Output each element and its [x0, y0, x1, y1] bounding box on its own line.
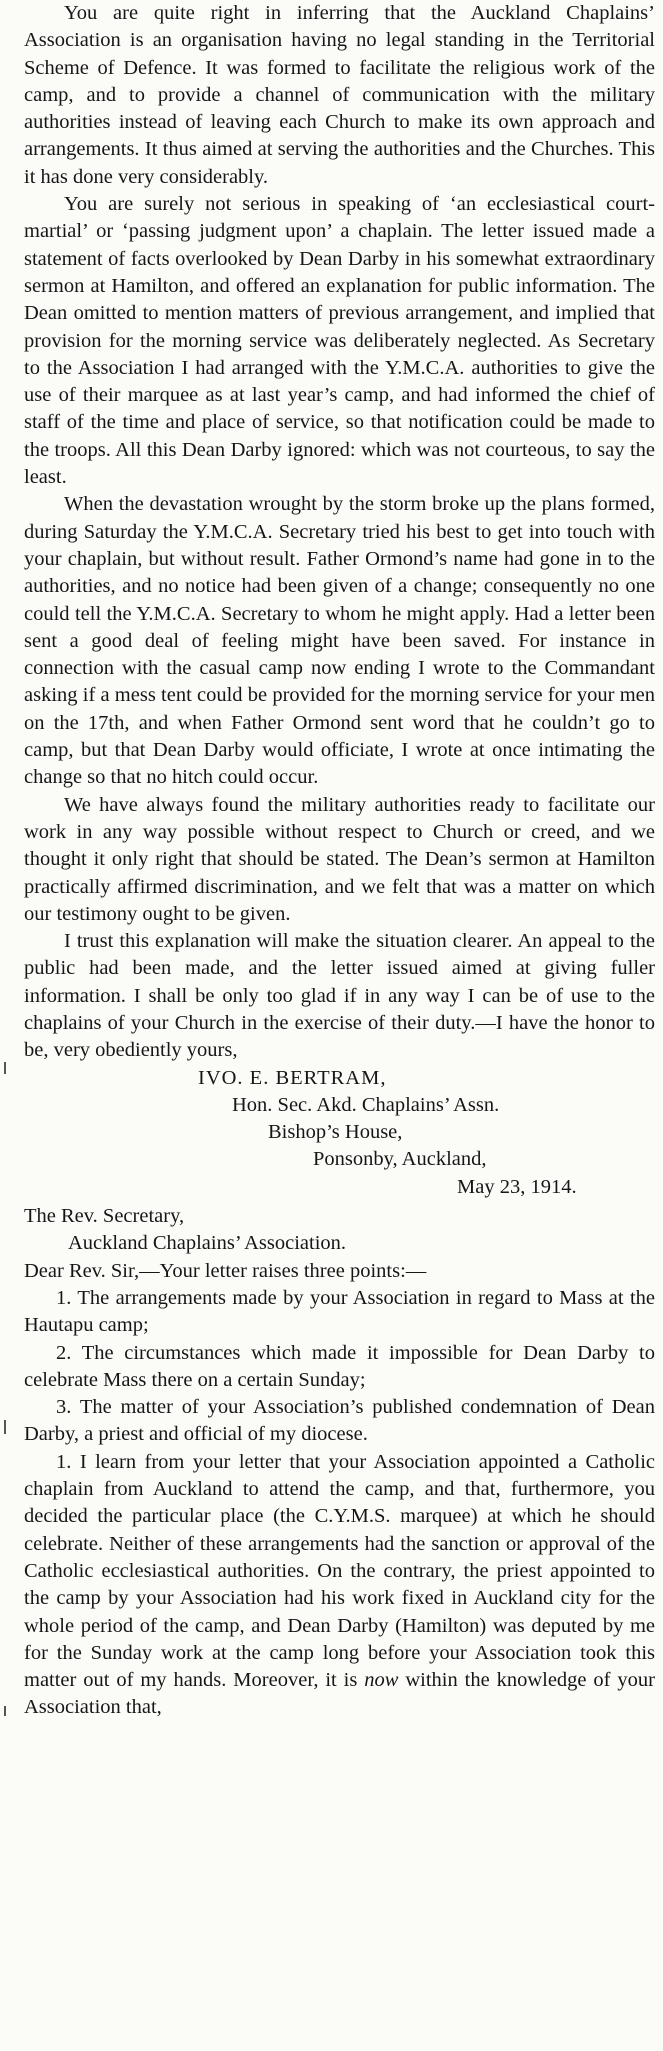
signature-name: IVO. E. BERTRAM,: [198, 1066, 387, 1089]
address-line: Bishop’s House,: [268, 1121, 403, 1144]
point-item: 1. The arrangements made by your Association in regard to Mass at the Hautapu camp;: [24, 1286, 655, 1337]
salutation: Dear Rev. Sir,—Your letter raises three points:—: [24, 1259, 427, 1282]
margin-mark: [4, 1420, 6, 1434]
margin-mark: [4, 1706, 6, 1716]
address-line: Ponsonby, Auckland,: [313, 1148, 487, 1171]
point-item: 3. The matter of your Association’s published condemnation of Dean Darby, a priest and official of my diocese.: [24, 1396, 655, 1446]
body-text: 1. I learn from your letter that your Association appointed a Catholic chaplain from Auckland to attend the camp, and that, furthermore, you decided the particular place (the C.Y.M.S. marquee) at which he should celebrate. Neither of these arrangements had the sanction or approval of the Catholic ecclesiastical authorities. On the contrary, the priest appointed to the camp by your Association had his work fixed in Auckland city for the whole period of the camp, and Dean Darby (Hamilton) was deputed by me for the Sunday work at the camp long before your Association took this matter out of my hands. Moreover, it is: [24, 1450, 655, 1692]
body-text: within the knowledge of your Association that,: [24, 1669, 655, 1719]
signature-title: Hon. Sec. Akd. Chaplains’ Assn.: [232, 1093, 500, 1116]
recipient-line: The Rev. Secretary,: [24, 1205, 185, 1228]
paragraph: You are surely not serious in speaking of ‘an ecclesiastical court-martial’ or ‘passing judgment upon’ a chaplain. The letter issued made a statement of facts overlooked by Dean Darby in his somewhat extraordinary sermon at Hamilton, and offered an explanation for public information. The Dean omitted to mention matters of previous arrangement, and implied that provision for the morning service was deliberately neglected. As Secretary to the Association I had arranged with the Y.M.C.A. authorities to give the use of their marquee as at last year’s camp, and had informed the chief of staff of the time and place of service, so that notification could be made to the troops. All this Dean Darby ignored: which was not courteous, to say the least.: [24, 193, 655, 489]
margin-mark: [4, 1062, 6, 1074]
emphasis-now: now: [364, 1669, 399, 1692]
paragraph: [24, 1449, 655, 1722]
paragraph: When the devastation wrought by the storm broke up the plans formed, during Saturday the Y.M.C.A. Secretary tried his best to get into touch with your chaplain, but without result. Father Ormond’s name had gone in to the authorities, and no notice had been given of a change; consequently no one could tell the Y.M.C.A. Secretary to whom he might apply. Had a letter been sent a good deal of feeling might have been saved. For instance in connection with the casual camp now ending I wrote to the Commandant asking if a mess tent could be provided for the morning service for your men on the 17th, and when Father Ormond sent word that he couldn’t go to camp, but that Dean Darby would officiate, I wrote at once intimating the change so that no hitch could occur.: [24, 493, 655, 789]
point-item: 2. The circumstances which made it impossible for Dean Darby to celebrate Mass there on a certain Sunday;: [24, 1341, 655, 1391]
letter-from-bishop: [24, 1119, 655, 1722]
paragraph: I trust this explanation will make the situation clearer. An appeal to the public had been made, and the letter issued aimed at giving fuller information. I shall be only too glad if in any way I can be of use to the chaplains of your Church in the exercise of their duty.—I have the honor to be, very obediently yours,: [24, 930, 655, 1062]
paragraph: We have always found the military authorities ready to facilitate our work in any way possible without respect to Church or creed, and we thought it only right that should be stated. The Dean’s sermon at Hamilton practically affirmed discrimination, and we felt that was a matter on which our testimony ought to be given.: [24, 793, 655, 925]
recipient-line: Auckland Chaplains’ Association.: [68, 1232, 347, 1255]
letter-date: May 23, 1914.: [457, 1175, 577, 1198]
paragraph: You are quite right in inferring that the Auckland Chaplains’ Association is an organisation having no legal standing in the Territorial Scheme of Defence. It was formed to facilitate the religious work of the camp, and to provide a channel of communication with the military authorities instead of leaving each Church to make its own approach and arrangements. It thus aimed at serving the authorities and the Churches. This it has done very considerably.: [24, 2, 655, 188]
letter-from-chaplains-association: [24, 0, 655, 1119]
